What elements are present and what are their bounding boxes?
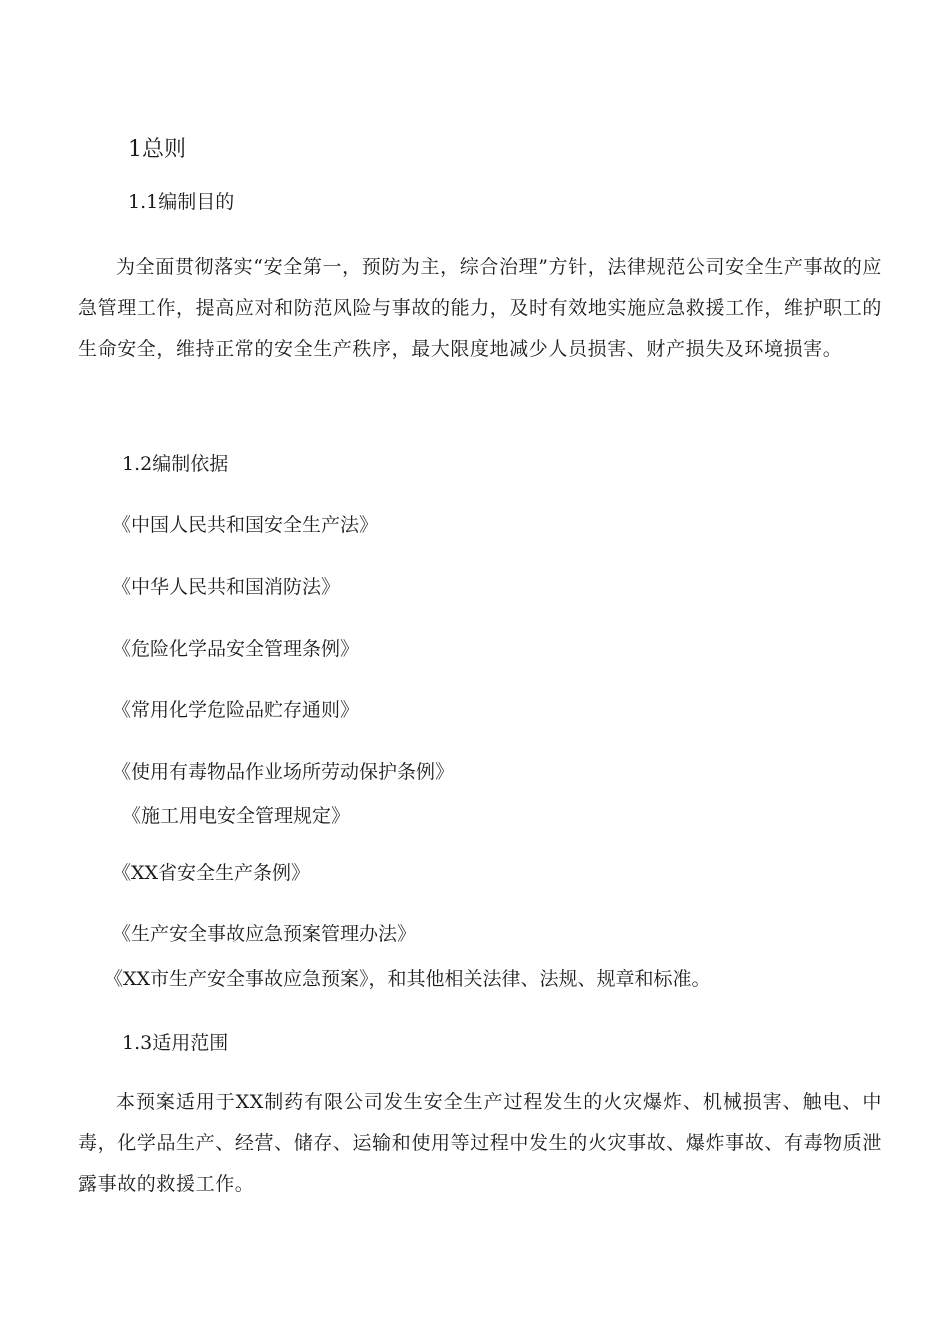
heading-1-1: 1.1编制目的 bbox=[128, 191, 235, 213]
paragraph-purpose: 为全面贯彻落实“安全第一，预防为主，综合治理”方针，法律规范公司安全生产事故的应急管理工作，提高应对和防范风险与事故的能力，及时有效地实施应急救援工作，维护职工的生命安全，维持正常的安全生产秩序，最大限度地减少人员损害、财产损失及环境损害。 bbox=[78, 256, 882, 360]
heading-1-2: 1.2编制依据 bbox=[122, 453, 229, 475]
reference-item: 《生产安全事故应急预案管理办法》 bbox=[112, 923, 417, 945]
reference-item: 《使用有毒物品作业场所劳动保护条例》 bbox=[112, 761, 455, 783]
section-title: 1总则 bbox=[128, 137, 186, 162]
reference-item: 《中国人民共和国安全生产法》 bbox=[112, 514, 379, 536]
reference-item: 《危险化学品安全管理条例》 bbox=[112, 638, 360, 660]
heading-1-3: 1.3适用范围 bbox=[122, 1032, 229, 1054]
reference-item: 《XX省安全生产条例》 bbox=[112, 862, 311, 884]
reference-item: 《施工用电安全管理规定》 bbox=[122, 805, 351, 827]
reference-item: 《XX市生产安全事故应急预案》，和其他相关法律、法规、规章和标准。 bbox=[104, 968, 711, 990]
reference-item: 《常用化学危险品贮存通则》 bbox=[112, 699, 360, 721]
paragraph-scope: 本预案适用于XX制药有限公司发生安全生产过程发生的火灾爆炸、机械损害、触电、中毒，化学品生产、经营、储存、运输和使用等过程中发生的火灾事故、爆炸事故、有毒物质泄露事故的救援工作。 bbox=[78, 1091, 882, 1195]
reference-item: 《中华人民共和国消防法》 bbox=[112, 576, 341, 598]
